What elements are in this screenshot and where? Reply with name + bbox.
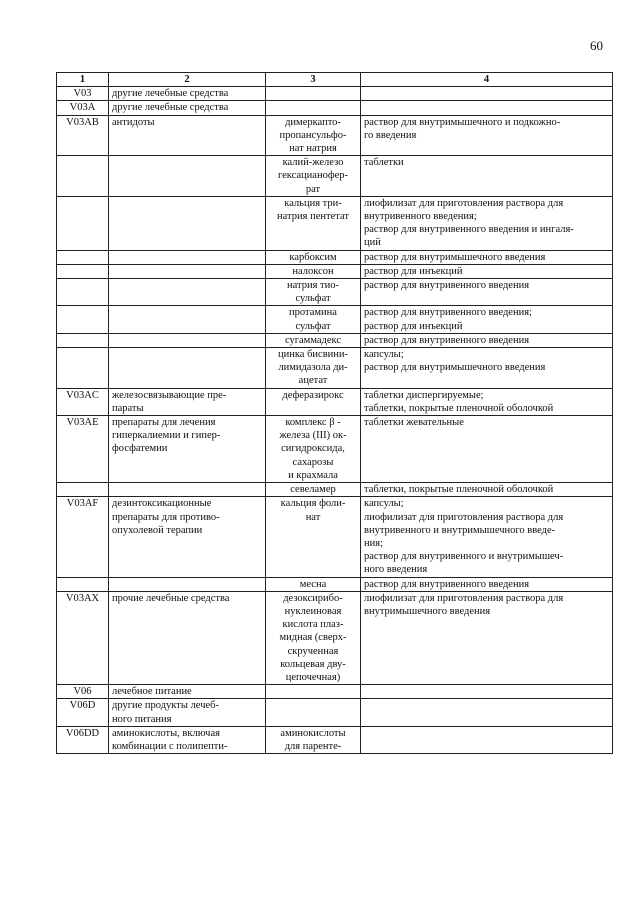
- dosage-forms-cell: [361, 264, 613, 278]
- dosage-forms-cell: [361, 279, 613, 306]
- cell-line: другие продукты лечеб-: [112, 700, 219, 712]
- cell-line: мидная (сверх-: [279, 632, 347, 644]
- cell-line: комплекс β -: [285, 417, 341, 429]
- substance-cell: [266, 101, 361, 115]
- substance-cell: [266, 115, 361, 156]
- cell-line: фосфатемии: [112, 443, 168, 455]
- cell-line: раствор для внутримышечного и подкожно-: [364, 116, 561, 128]
- substance-cell: [266, 577, 361, 591]
- cell-line: раствор для внутривенного введения: [364, 334, 530, 346]
- cell-line: лиофилизат для приготовления раствора для: [364, 592, 564, 604]
- table-row: [57, 87, 613, 101]
- cell-line: таблетки жевательные: [364, 417, 464, 429]
- dosage-forms-cell: [361, 115, 613, 156]
- cell-line: месна: [299, 578, 327, 590]
- atc-code-cell: [57, 348, 109, 389]
- cell-line: раствор для инъекций: [364, 265, 463, 277]
- atc-code-cell: V03AB: [57, 115, 109, 156]
- atc-code-cell: [57, 279, 109, 306]
- table-row: [57, 264, 613, 278]
- dosage-forms-cell: [361, 348, 613, 389]
- table-row: [57, 250, 613, 264]
- cell-line: деферазирокс: [282, 389, 344, 401]
- dosage-forms-cell: [361, 699, 613, 726]
- cell-line: натрия тио-: [286, 280, 339, 292]
- dosage-forms-cell: [361, 591, 613, 684]
- atc-code-cell: [57, 306, 109, 333]
- cell-line: раствор для внутримышечного введения: [364, 251, 546, 263]
- table-header-row: [57, 73, 613, 87]
- group-name-cell: [109, 279, 266, 306]
- substance-cell: [266, 416, 361, 483]
- cell-line: сахарозы: [292, 456, 334, 468]
- dosage-forms-cell: [361, 101, 613, 115]
- cell-line: параты: [112, 402, 144, 414]
- group-name-cell: [109, 156, 266, 197]
- cell-line: препараты для противо-: [112, 511, 220, 523]
- atc-code-cell: [57, 333, 109, 347]
- cell-line: внутримышечного введения: [364, 605, 491, 617]
- cell-line: раствор для внутривенного и внутримышеч-: [364, 551, 564, 563]
- cell-line: раствор для внутривенного введения и ингаля-: [364, 224, 574, 236]
- atc-code-cell: V06: [57, 685, 109, 699]
- cell-line: цинка бисвини-: [277, 349, 349, 361]
- group-name-cell: [109, 726, 266, 753]
- dosage-forms-cell: [361, 483, 613, 497]
- cell-line: ния;: [364, 537, 383, 549]
- cell-line: опухолевой терапии: [112, 524, 203, 536]
- cell-line: внутривенного и внутримышечного введе-: [364, 524, 556, 536]
- cell-line: калий-железо: [282, 157, 344, 169]
- table-row: [57, 306, 613, 333]
- dosage-forms-cell: [361, 416, 613, 483]
- cell-line: лимидазола ди-: [278, 362, 348, 374]
- table-row: [57, 685, 613, 699]
- cell-line: сульфат: [295, 293, 331, 305]
- column-header: 3: [266, 73, 361, 87]
- group-name-cell: [109, 115, 266, 156]
- atc-code-cell: V03: [57, 87, 109, 101]
- cell-line: севеламер: [290, 484, 336, 496]
- substance-cell: [266, 388, 361, 415]
- dosage-forms-cell: [361, 726, 613, 753]
- cell-line: кислота плаз-: [282, 619, 344, 631]
- cell-line: и крахмала: [288, 469, 338, 481]
- table-row: [57, 101, 613, 115]
- group-name-cell: [109, 196, 266, 250]
- cell-line: раствор для внутривенного введения;: [364, 307, 532, 319]
- group-name-cell: [109, 577, 266, 591]
- group-name-cell: [109, 699, 266, 726]
- column-header: 4: [361, 73, 613, 87]
- cell-line: таблетки, покрытые пленочной оболочкой: [364, 402, 554, 414]
- dosage-forms-cell: [361, 306, 613, 333]
- cell-line: карбоксим: [289, 251, 337, 263]
- cell-line: антидоты: [112, 116, 155, 128]
- substance-cell: [266, 333, 361, 347]
- table-row: [57, 156, 613, 197]
- cell-line: комбинации с полипепти-: [112, 740, 228, 752]
- medication-table: [56, 72, 613, 754]
- cell-line: препараты для лечения: [112, 417, 216, 429]
- cell-line: другие лечебные средства: [112, 88, 229, 100]
- cell-line: дезоксирибо-: [283, 592, 343, 604]
- group-name-cell: [109, 250, 266, 264]
- substance-cell: [266, 306, 361, 333]
- cell-line: железа (III) ок-: [279, 430, 347, 442]
- cell-line: ного питания: [112, 713, 172, 725]
- substance-cell: [266, 156, 361, 197]
- cell-line: таблетки, покрытые пленочной оболочкой: [364, 484, 554, 496]
- cell-line: налоксон: [292, 265, 334, 277]
- column-header: 1: [57, 73, 109, 87]
- table-row: [57, 348, 613, 389]
- table-row: [57, 483, 613, 497]
- cell-line: таблетки диспергируемые;: [364, 389, 484, 401]
- substance-cell: [266, 591, 361, 684]
- group-name-cell: [109, 348, 266, 389]
- cell-line: дезинтоксикационные: [112, 498, 212, 510]
- substance-cell: [266, 264, 361, 278]
- cell-line: лечебное питание: [112, 686, 192, 698]
- cell-line: аминокислоты, включая: [112, 727, 220, 739]
- table-row: [57, 196, 613, 250]
- group-name-cell: [109, 388, 266, 415]
- cell-line: ацетат: [298, 375, 328, 387]
- atc-code-cell: [57, 264, 109, 278]
- cell-line: протамина: [289, 307, 337, 319]
- page-number: 60: [590, 38, 603, 53]
- dosage-forms-cell: [361, 577, 613, 591]
- cell-line: гиперкалиемии и гипер-: [112, 430, 221, 442]
- table-row: [57, 577, 613, 591]
- table-row: [57, 591, 613, 684]
- table-row: [57, 333, 613, 347]
- group-name-cell: [109, 87, 266, 101]
- dosage-forms-cell: [361, 156, 613, 197]
- group-name-cell: [109, 101, 266, 115]
- atc-code-cell: V03AC: [57, 388, 109, 415]
- table-row: [57, 699, 613, 726]
- substance-cell: [266, 196, 361, 250]
- atc-code-cell: [57, 156, 109, 197]
- cell-line: раствор для внутримышечного введения: [364, 362, 546, 374]
- cell-line: сигидроксида,: [281, 443, 345, 455]
- dosage-forms-cell: [361, 196, 613, 250]
- table-row: [57, 279, 613, 306]
- cell-line: капсулы;: [364, 349, 404, 361]
- table-row: [57, 115, 613, 156]
- cell-line: прочие лечебные средства: [112, 592, 230, 604]
- substance-cell: [266, 87, 361, 101]
- cell-line: скрученная: [287, 645, 339, 657]
- column-header: 2: [109, 73, 266, 87]
- cell-line: лиофилизат для приготовления раствора для: [364, 511, 564, 523]
- atc-code-cell: V03AF: [57, 497, 109, 577]
- atc-code-cell: V06D: [57, 699, 109, 726]
- dosage-forms-cell: [361, 333, 613, 347]
- substance-cell: [266, 279, 361, 306]
- cell-line: сугаммадекс: [284, 334, 342, 346]
- cell-line: нат: [305, 511, 321, 523]
- dosage-forms-cell: [361, 497, 613, 577]
- cell-line: раствор для инъекций: [364, 320, 463, 332]
- dosage-forms-cell: [361, 388, 613, 415]
- cell-line: кальция три-: [284, 197, 342, 209]
- cell-line: кольцевая дву-: [280, 658, 346, 670]
- atc-code-cell: [57, 250, 109, 264]
- group-name-cell: [109, 264, 266, 278]
- group-name-cell: [109, 483, 266, 497]
- cell-line: ций: [364, 237, 381, 249]
- cell-line: аминокислоты: [280, 727, 346, 739]
- substance-cell: [266, 348, 361, 389]
- cell-line: железосвязывающие пре-: [112, 389, 227, 401]
- cell-line: натрия пентетат: [277, 211, 349, 223]
- table-row: [57, 497, 613, 577]
- cell-line: рат: [305, 183, 321, 195]
- cell-line: цепочечная): [285, 671, 341, 683]
- cell-line: для паренте-: [284, 740, 342, 752]
- cell-line: димеркапто-: [285, 116, 341, 128]
- atc-code-cell: [57, 196, 109, 250]
- cell-line: лиофилизат для приготовления раствора для: [364, 197, 564, 209]
- cell-line: кальция фоли-: [280, 498, 346, 510]
- cell-line: таблетки: [364, 157, 404, 169]
- table-row: [57, 388, 613, 415]
- dosage-forms-cell: [361, 685, 613, 699]
- group-name-cell: [109, 591, 266, 684]
- substance-cell: [266, 699, 361, 726]
- cell-line: нат натрия: [289, 143, 337, 155]
- group-name-cell: [109, 685, 266, 699]
- atc-code-cell: [57, 577, 109, 591]
- substance-cell: [266, 483, 361, 497]
- group-name-cell: [109, 497, 266, 577]
- substance-cell: [266, 685, 361, 699]
- cell-line: ного введения: [364, 564, 428, 576]
- cell-line: другие лечебные средства: [112, 102, 229, 114]
- atc-code-cell: V06DD: [57, 726, 109, 753]
- cell-line: пропансульфо-: [279, 129, 347, 141]
- dosage-forms-cell: [361, 87, 613, 101]
- table-row: [57, 726, 613, 753]
- table-row: [57, 416, 613, 483]
- cell-line: раствор для внутривенного введения: [364, 280, 530, 292]
- atc-code-cell: V03AX: [57, 591, 109, 684]
- cell-line: раствор для внутривенного введения: [364, 578, 530, 590]
- substance-cell: [266, 497, 361, 577]
- cell-line: внутривенного введения;: [364, 211, 477, 223]
- cell-line: гексацианофер-: [277, 170, 349, 182]
- substance-cell: [266, 726, 361, 753]
- group-name-cell: [109, 306, 266, 333]
- atc-code-cell: [57, 483, 109, 497]
- cell-line: капсулы;: [364, 498, 404, 510]
- atc-code-cell: V03A: [57, 101, 109, 115]
- cell-line: го введения: [364, 129, 417, 141]
- group-name-cell: [109, 416, 266, 483]
- dosage-forms-cell: [361, 250, 613, 264]
- group-name-cell: [109, 333, 266, 347]
- atc-code-cell: V03AE: [57, 416, 109, 483]
- cell-line: сульфат: [295, 320, 331, 332]
- cell-line: нуклеиновая: [284, 605, 342, 617]
- substance-cell: [266, 250, 361, 264]
